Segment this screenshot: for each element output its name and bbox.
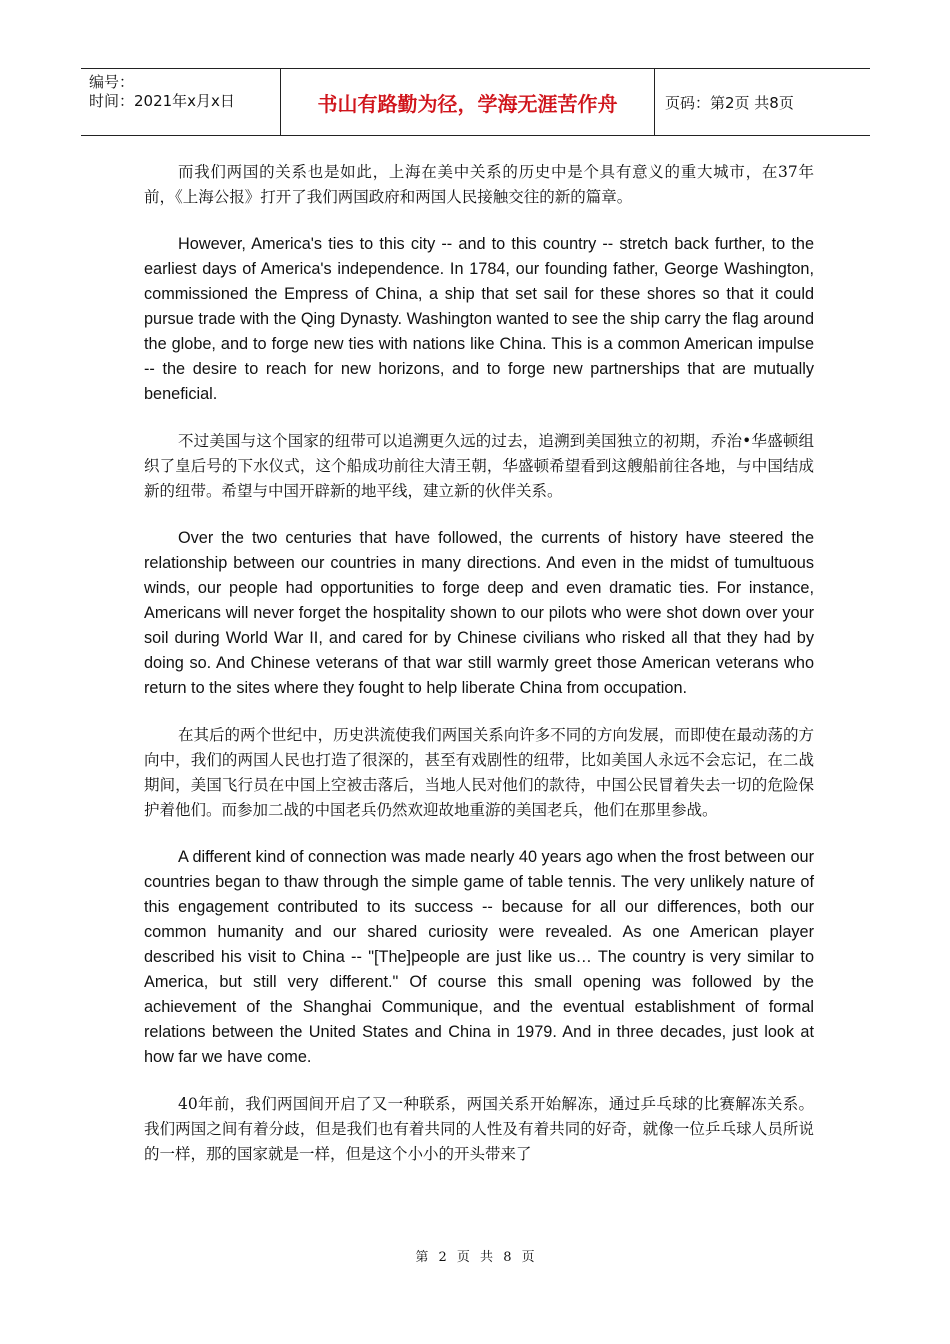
page-footer: 第 2 页 共 8 页 [415, 1250, 535, 1265]
document-body [144, 160, 814, 1189]
paragraph-zh-3: 在其后的两个世纪中，历史洪流使我们两国关系向许多不同的方向发展，而即使在最动荡的方向中，我们的两国人民也打造了很深的，甚至有戏剧性的纽带，比如美国人永远不会忘记，在二战期间，美国飞行员在中国上空被击落后，当地人民对他们的款待，中国公民冒着失去一切的危险保护着他们。而参加二战的中国老兵仍然欢迎故地重游的美国老兵，他们在那里参战。 [144, 726, 814, 819]
paragraph-zh-2: 不过美国与这个国家的纽带可以追溯更久远的过去，追溯到美国独立的初期，乔治•华盛顿组织了皇后号的下水仪式，这个船成功前往大清王朝，华盛顿希望看到这艘船前往各地，与中国结成新的纽带。希望与中国开辟新的地平线，建立新的伙伴关系。 [144, 432, 814, 500]
header-page-label: 页码：第2页 共8页 [665, 93, 794, 112]
document-header [81, 68, 870, 136]
paragraph-en-1: However, America's ties to this city -- and to this country -- stretch back further, to the earliest days of America's independence. In 1784, our founding father, George Washington, commissioned the Empress of China, a ship that set sail for these shores so that it could pursue trade with the Qing Dynasty. Washington wanted to see the ship carry the flag around the globe, and to forge new ties with nations like China. This is a common American impulse -- the desire to reach for new horizons, and to forge new partnerships that are mutually beneficial. [144, 235, 814, 403]
paragraph-en-2: Over the two centuries that have followed, the currents of history have steered the relationship between our countries in many directions. And even in the midst of tumultuous winds, our people had opportunities to forge deep and even dramatic ties. For instance, Americans will never forget the hospitality shown to our pilots who were shot down over your soil during World War II, and cared for by Chinese civilians who risked all that they had by doing so. And Chinese veterans of that war still warmly greet those American veterans who return to the sites where they fought to help liberate China from occupation. [144, 529, 814, 697]
number-label: 编号： [89, 73, 135, 91]
paragraph-zh-1: 而我们两国的关系也是如此，上海在美中关系的历史中是个具有意义的重大城市，在37年前，《上海公报》打开了我们两国政府和两国人民接触交往的新的篇章。 [144, 163, 814, 206]
header-motto: 书山有路勤为径，学海无涯苦作舟 [281, 69, 655, 135]
time-label: 时间：2021年x月x日 [89, 92, 235, 110]
header-meta-cell [81, 69, 281, 135]
paragraph-zh-4: 40年前，我们两国间开启了又一种联系，两国关系开始解冻，通过乒乓球的比赛解冻关系。我们两国之间有着分歧，但是我们也有着共同的人性及有着共同的好奇，就像一位乒乓球人员所说的一样，那的国家就是一样，但是这个小小的开头带来了 [144, 1095, 814, 1163]
paragraph-en-3: A different kind of connection was made nearly 40 years ago when the frost between our countries began to thaw through the simple game of table tennis. The very unlikely nature of this engagement contributed to its success -- because for all our differences, both our common humanity and our shared curiosity were revealed. As one American player described his visit to China -- "[The]people are just like us… The country is very similar to America, but still very different." Of course this small opening was followed by the achievement of the Shanghai Communique, and the eventual establishment of formal relations between the United States and China in 1979. And in three decades, just look at how far we have come. [144, 848, 814, 1066]
